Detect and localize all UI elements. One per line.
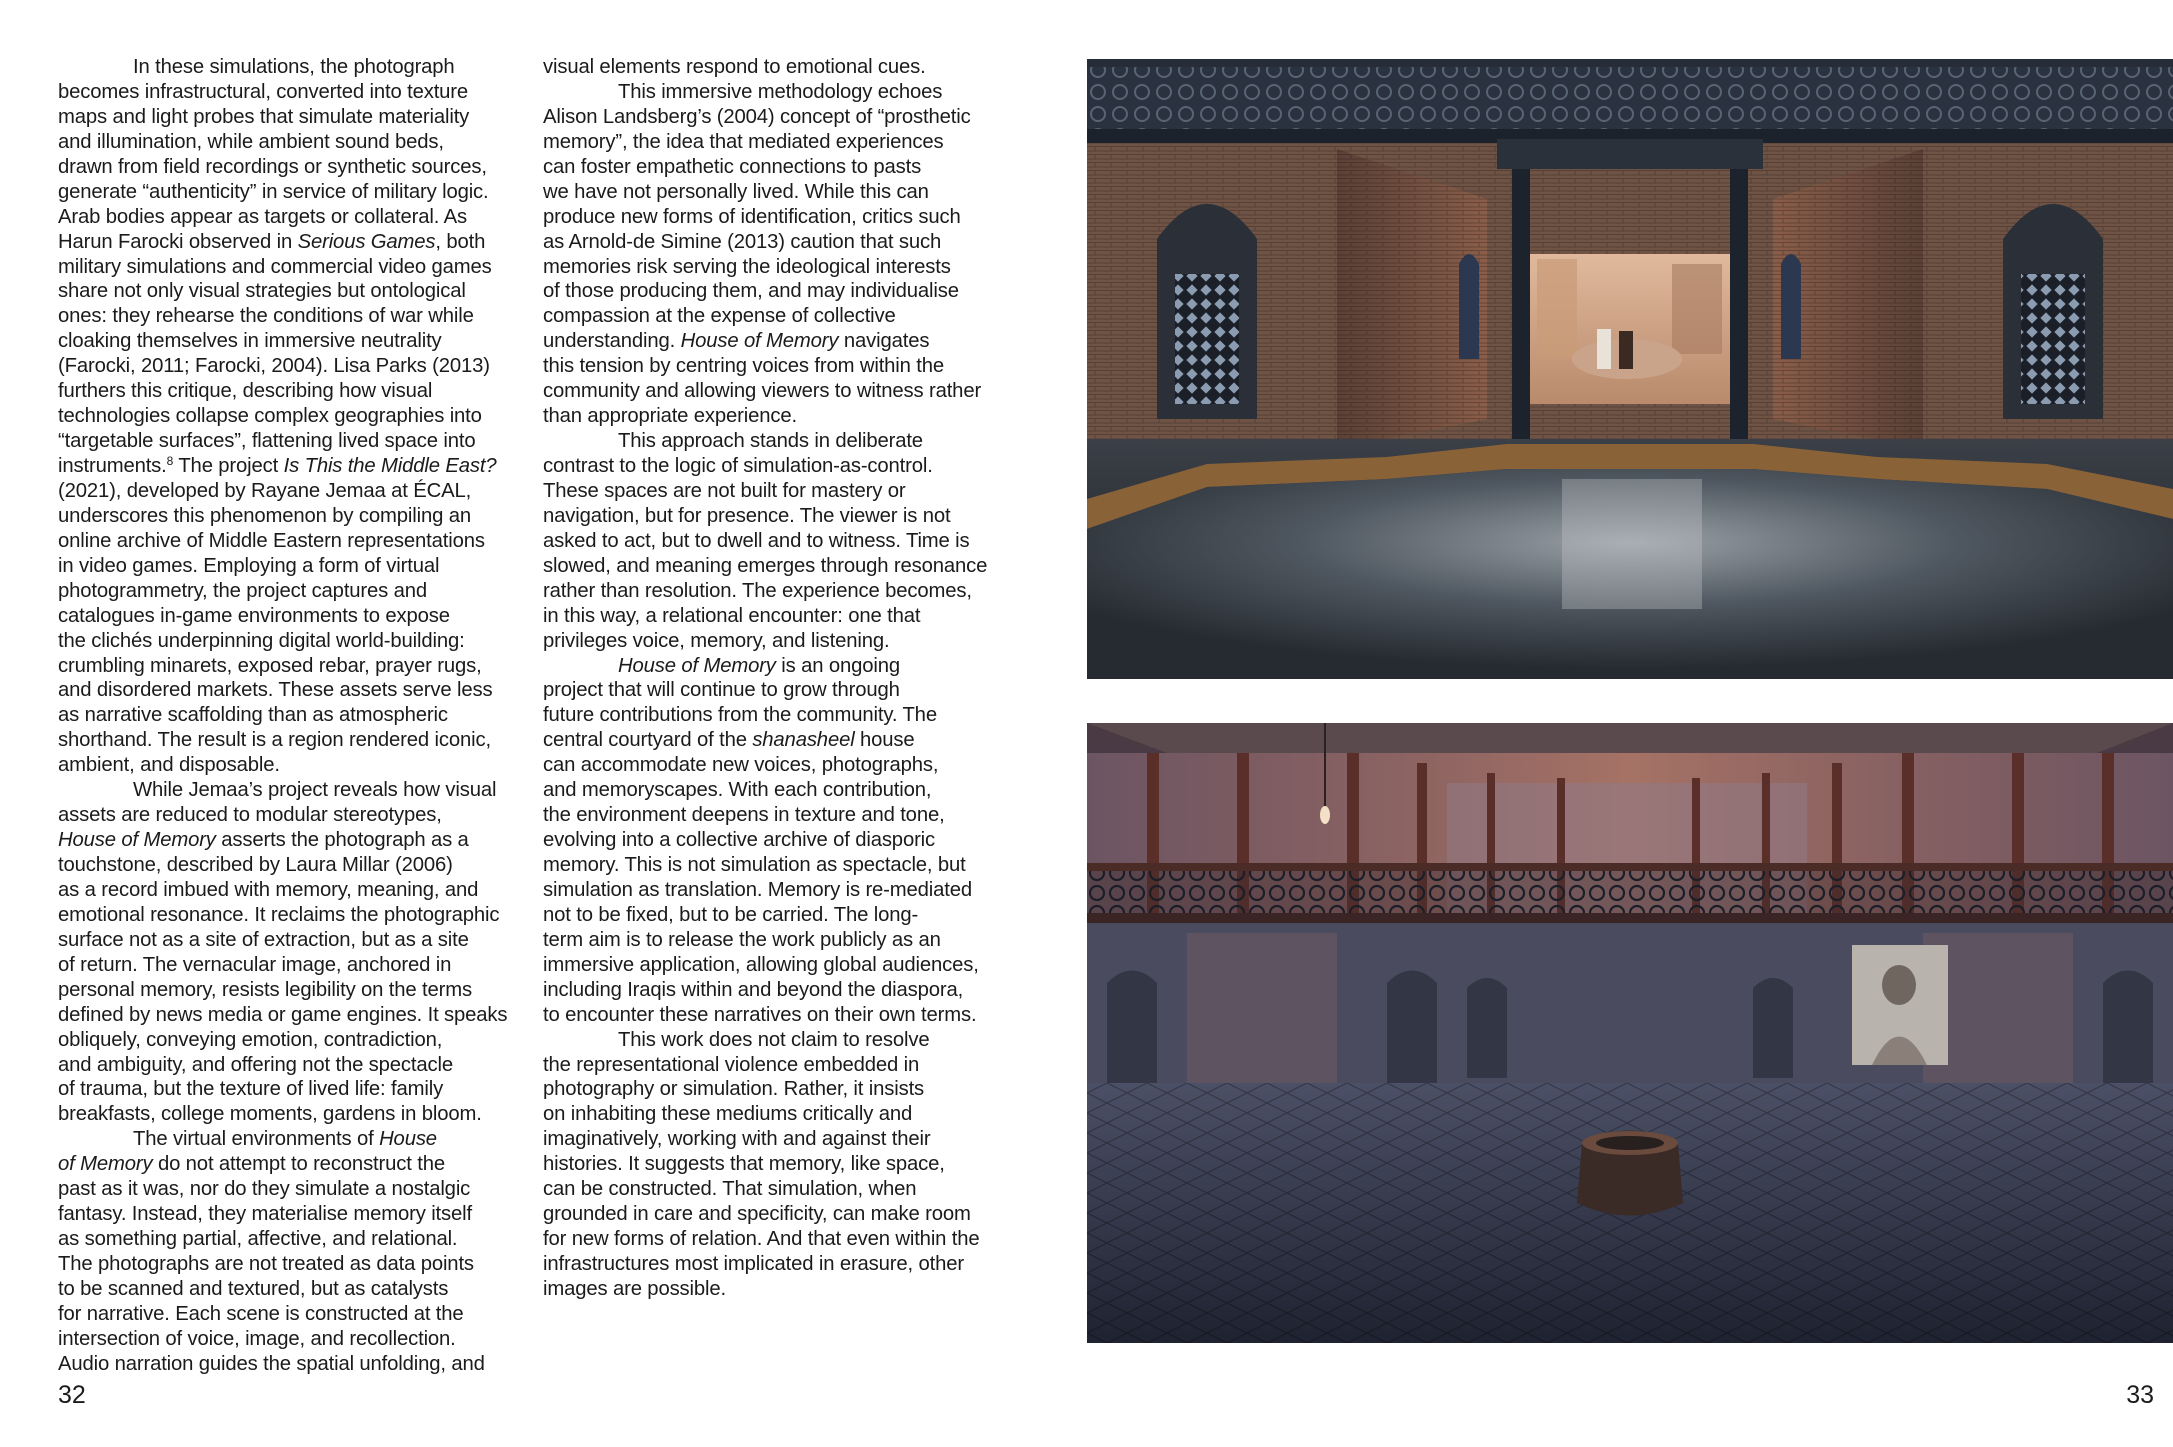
text-run: crumbling minarets, exposed rebar, prayer rugs, xyxy=(58,654,482,677)
text-line xyxy=(58,205,528,230)
text-run: visual elements respond to emotional cues. xyxy=(543,56,926,78)
text-run: is an ongoing xyxy=(775,654,901,677)
text-run: The project xyxy=(173,455,284,477)
text-line xyxy=(543,978,1013,1003)
text-run: fantasy. Instead, they materialise memory itself xyxy=(58,1203,472,1226)
text-line xyxy=(543,853,1013,878)
text-run: This approach stands in deliberate xyxy=(618,430,923,453)
text-run: past as it was, nor do they simulate a nostalgic xyxy=(58,1178,471,1201)
text-line xyxy=(543,1053,1013,1078)
text-line xyxy=(543,953,1013,978)
text-line xyxy=(543,678,1013,703)
text-run: surface not as a site of extraction, but as a site xyxy=(58,928,469,951)
text-run: can foster empathetic connections to pasts xyxy=(543,155,922,178)
text-line xyxy=(58,1202,528,1227)
text-run: defined by news media or game engines. It speaks xyxy=(58,1003,508,1026)
text-run: rather than resolution. The experience becomes, xyxy=(543,579,972,602)
text-line xyxy=(58,903,528,928)
text-line xyxy=(543,279,1013,304)
text-line xyxy=(543,703,1013,728)
text-run: military simulations and commercial video games xyxy=(58,255,492,278)
text-run: This immersive methodology echoes xyxy=(618,80,943,103)
text-line xyxy=(58,1127,528,1152)
text-run: for narrative. Each scene is constructed at the xyxy=(58,1302,464,1325)
italic-title: Serious Games xyxy=(297,230,436,253)
courtyard-pool-illustration xyxy=(1087,59,2173,679)
italic-title: House of Memory xyxy=(58,829,216,852)
text-line xyxy=(58,479,528,504)
text-line xyxy=(543,354,1013,379)
text-run: and illumination, while ambient sound beds, xyxy=(58,130,444,153)
text-run: simulation as translation. Memory is re-mediated xyxy=(543,878,973,901)
text-run: asserts the photograph as a xyxy=(215,829,469,852)
text-line xyxy=(58,1177,528,1202)
text-run: share not only visual strategies but ontological xyxy=(58,280,466,303)
text-run: histories. It suggests that memory, like space, xyxy=(543,1153,945,1176)
text-line xyxy=(543,529,1013,554)
text-line xyxy=(58,853,528,878)
text-run: slowed, and meaning emerges through resonance xyxy=(543,554,988,577)
text-run: memory. This is not simulation as spectacle, but xyxy=(543,854,966,876)
text-line xyxy=(543,554,1013,579)
text-run: “targetable surfaces”, flattening lived space into xyxy=(58,430,476,453)
text-line xyxy=(543,130,1013,155)
text-line xyxy=(58,728,528,753)
text-line xyxy=(58,1352,528,1377)
text-run: in this way, a relational encounter: one that xyxy=(543,604,921,627)
text-line xyxy=(543,1127,1013,1152)
text-line xyxy=(543,55,1013,80)
text-run: ambient, and disposable. xyxy=(58,754,280,777)
text-run: memory”, the idea that mediated experiences xyxy=(543,130,944,153)
text-line xyxy=(543,629,1013,654)
text-line xyxy=(543,1077,1013,1102)
text-run: privileges voice, memory, and listening. xyxy=(543,629,890,652)
text-run: to encounter these narratives on their own terms. xyxy=(543,1003,977,1026)
text-line xyxy=(58,1028,528,1053)
text-line xyxy=(58,1327,528,1352)
text-line xyxy=(543,454,1013,479)
text-run: produce new forms of identification, critics such xyxy=(543,205,961,228)
text-run: photography or simulation. Rather, it insists xyxy=(543,1078,925,1101)
text-line xyxy=(543,304,1013,329)
text-line xyxy=(58,1077,528,1102)
text-run: photogrammetry, the project captures and xyxy=(58,579,428,602)
text-line xyxy=(543,479,1013,504)
text-line xyxy=(543,878,1013,903)
text-run: , both xyxy=(435,230,486,253)
text-run: can be constructed. That simulation, when xyxy=(543,1178,917,1201)
text-line xyxy=(58,554,528,579)
text-line xyxy=(58,953,528,978)
text-line xyxy=(58,878,528,903)
text-line xyxy=(58,329,528,354)
text-run: The virtual environments of xyxy=(133,1128,380,1151)
text-run: immersive application, allowing global audiences, xyxy=(543,953,979,976)
text-run: the clichés underpinning digital world-building: xyxy=(58,629,465,652)
text-line xyxy=(543,80,1013,105)
text-run: catalogues in-game environments to expose xyxy=(58,604,450,627)
text-run: evolving into a collective archive of diasporic xyxy=(543,829,936,852)
text-run: obliquely, conveying emotion, contradiction, xyxy=(58,1028,443,1051)
text-run: cloaking themselves in immersive neutrality xyxy=(58,330,442,353)
text-line xyxy=(543,803,1013,828)
text-run: personal memory, resists legibility on the terms xyxy=(58,978,472,1001)
text-line xyxy=(543,205,1013,230)
text-run: becomes infrastructural, converted into texture xyxy=(58,80,469,103)
text-line xyxy=(543,255,1013,280)
text-line xyxy=(58,80,528,105)
text-line xyxy=(58,1227,528,1252)
text-run: to be scanned and textured, but as catalysts xyxy=(58,1277,449,1300)
figure-courtyard-pool-render xyxy=(1087,59,2173,679)
text-run: emotional resonance. It reclaims the photographic xyxy=(58,903,500,926)
text-run: as a record imbued with memory, meaning, and xyxy=(58,878,479,901)
text-run: images are possible. xyxy=(543,1277,727,1300)
text-line xyxy=(543,105,1013,130)
text-run: breakfasts, college moments, gardens in bloom. xyxy=(58,1103,482,1126)
text-run: navigates xyxy=(838,330,930,353)
text-line xyxy=(58,828,528,853)
text-line xyxy=(58,1277,528,1302)
text-line xyxy=(58,55,528,80)
italic-title: of Memory xyxy=(58,1153,153,1176)
text-line xyxy=(543,1277,1013,1302)
text-line xyxy=(543,1028,1013,1053)
text-line xyxy=(58,1302,528,1327)
text-line xyxy=(58,404,528,429)
text-line xyxy=(58,654,528,679)
text-run: While Jemaa’s project reveals how visual xyxy=(133,779,497,802)
page-number-left: 32 xyxy=(58,1381,86,1409)
text-line xyxy=(58,105,528,130)
text-run: intersection of voice, image, and recollection. xyxy=(58,1327,456,1350)
text-run: touchstone, described by Laura Millar (2006) xyxy=(58,854,453,876)
text-run: the representational violence embedded in xyxy=(543,1053,920,1076)
text-line xyxy=(543,654,1013,679)
text-run: Arab bodies appear as targets or collateral. As xyxy=(58,205,467,228)
text-run: as narrative scaffolding than as atmospheric xyxy=(58,704,448,727)
text-line xyxy=(58,529,528,554)
text-run: instruments. xyxy=(58,455,167,477)
text-run: house xyxy=(854,729,915,752)
text-line xyxy=(58,1053,528,1078)
text-run: memories risk serving the ideological interests xyxy=(543,255,951,278)
text-line xyxy=(543,429,1013,454)
text-line xyxy=(58,230,528,255)
figure-courtyard-fountain-render xyxy=(1087,723,2173,1343)
text-line xyxy=(543,329,1013,354)
text-run: on inhabiting these mediums critically and xyxy=(543,1103,913,1126)
text-line xyxy=(58,753,528,778)
text-line xyxy=(543,379,1013,404)
text-run: navigation, but for presence. The viewer is not xyxy=(543,504,951,527)
text-line xyxy=(543,753,1013,778)
text-line xyxy=(58,778,528,803)
text-line xyxy=(543,1152,1013,1177)
text-line xyxy=(543,1177,1013,1202)
text-line xyxy=(58,255,528,280)
text-line xyxy=(58,803,528,828)
text-run: for new forms of relation. And that even within the xyxy=(543,1228,980,1251)
text-line xyxy=(58,155,528,180)
text-line xyxy=(543,230,1013,255)
text-run: In these simulations, the photograph xyxy=(133,56,455,78)
text-line xyxy=(543,1202,1013,1227)
text-line xyxy=(543,404,1013,429)
text-run: the environment deepens in texture and tone, xyxy=(543,804,945,827)
text-line xyxy=(543,1252,1013,1277)
text-run: of trauma, but the texture of lived life: family xyxy=(58,1078,444,1101)
text-run: and ambiguity, and offering not the spectacle xyxy=(58,1053,454,1076)
text-run: than appropriate experience. xyxy=(543,405,797,428)
text-line xyxy=(58,429,528,454)
text-run: Audio narration guides the spatial unfolding, and xyxy=(58,1352,485,1375)
text-run: drawn from field recordings or synthetic sources, xyxy=(58,155,487,178)
text-column-middle xyxy=(543,55,1013,1302)
text-run: underscores this phenomenon by compiling an xyxy=(58,504,471,527)
text-line xyxy=(58,678,528,703)
text-run: Harun Farocki observed in xyxy=(58,230,298,253)
text-run: This work does not claim to resolve xyxy=(618,1028,930,1051)
text-run: and memoryscapes. With each contribution, xyxy=(543,779,932,802)
text-run: future contributions from the community. The xyxy=(543,704,937,727)
text-line xyxy=(58,279,528,304)
text-run: infrastructures most implicated in erasure, other xyxy=(543,1253,964,1275)
text-line xyxy=(543,1003,1013,1028)
text-line xyxy=(58,454,528,479)
text-run: this tension by centring voices from within the xyxy=(543,355,945,378)
text-run: central courtyard of the xyxy=(543,729,753,752)
text-line xyxy=(58,978,528,1003)
text-line xyxy=(543,579,1013,604)
text-run: These spaces are not built for mastery or xyxy=(543,479,906,502)
text-run: of those producing them, and may individualise xyxy=(543,280,959,303)
text-run: generate “authenticity” in service of military logic. xyxy=(58,180,489,203)
text-line xyxy=(58,130,528,155)
text-run: imaginatively, working with and against their xyxy=(543,1128,931,1151)
text-line xyxy=(543,778,1013,803)
text-run: maps and light probes that simulate materiality xyxy=(58,105,470,128)
text-run: term aim is to release the work publicly as an xyxy=(543,928,941,951)
text-run: understanding. xyxy=(543,330,681,353)
text-run: Alison Landsberg’s (2004) concept of “prosthetic xyxy=(543,105,971,128)
text-run: technologies collapse complex geographies into xyxy=(58,405,482,428)
text-line xyxy=(543,504,1013,529)
text-line xyxy=(543,828,1013,853)
text-line xyxy=(58,579,528,604)
text-run: and disordered markets. These assets serve less xyxy=(58,679,493,702)
text-run: asked to act, but to dwell and to witness. Time is xyxy=(543,529,970,552)
text-run: including Iraqis within and beyond the diaspora, xyxy=(543,978,964,1001)
text-line xyxy=(58,1252,528,1277)
text-run: in video games. Employing a form of virtual xyxy=(58,554,440,577)
text-line xyxy=(543,928,1013,953)
text-line xyxy=(58,629,528,654)
text-line xyxy=(58,604,528,629)
italic-title: House of Memory xyxy=(618,654,776,677)
text-run: not to be fixed, but to be carried. The long- xyxy=(543,903,919,926)
text-run: project that will continue to grow through xyxy=(543,679,900,702)
text-line xyxy=(58,703,528,728)
text-run: furthers this critique, describing how visual xyxy=(58,380,433,403)
text-run: The photographs are not treated as data points xyxy=(58,1253,474,1275)
text-run: do not attempt to reconstruct the xyxy=(152,1153,445,1176)
text-run: shorthand. The result is a region rendered iconic, xyxy=(58,729,491,752)
text-line xyxy=(58,1003,528,1028)
italic-title: Is This the Middle East? xyxy=(283,455,497,477)
text-run: ones: they rehearse the conditions of war while xyxy=(58,305,474,328)
italic-title: House xyxy=(379,1128,437,1151)
courtyard-fountain-illustration xyxy=(1087,723,2173,1343)
italic-title: shanasheel xyxy=(752,729,855,752)
text-line xyxy=(543,1102,1013,1127)
text-run: grounded in care and specificity, can make room xyxy=(543,1203,971,1226)
text-line xyxy=(58,1102,528,1127)
text-line xyxy=(58,504,528,529)
text-line xyxy=(58,180,528,205)
text-line xyxy=(58,928,528,953)
text-line xyxy=(58,354,528,379)
text-run: as Arnold-de Simine (2013) caution that such xyxy=(543,230,942,253)
text-run: online archive of Middle Eastern representations xyxy=(58,529,485,552)
italic-title: House of Memory xyxy=(680,330,839,353)
text-line xyxy=(543,1227,1013,1252)
text-run: (Farocki, 2011; Farocki, 2004). Lisa Parks (2013) xyxy=(58,355,490,378)
text-line xyxy=(543,180,1013,205)
text-run: (2021), developed by Rayane Jemaa at ÉCAL, xyxy=(58,479,472,502)
text-run: can accommodate new voices, photographs, xyxy=(543,754,939,777)
text-line xyxy=(58,304,528,329)
text-line xyxy=(543,155,1013,180)
text-line xyxy=(58,1152,528,1177)
text-line xyxy=(58,379,528,404)
text-line xyxy=(543,903,1013,928)
text-run: contrast to the logic of simulation-as-control. xyxy=(543,455,933,477)
text-run: we have not personally lived. While this can xyxy=(543,180,929,203)
text-run: compassion at the expense of collective xyxy=(543,305,896,328)
footnote-marker: 8 xyxy=(166,454,174,468)
text-column-left xyxy=(58,55,528,1377)
text-run: as something partial, affective, and relational. xyxy=(58,1228,458,1251)
text-run: community and allowing viewers to witness rather xyxy=(543,380,982,403)
text-run: assets are reduced to modular stereotypes, xyxy=(58,804,442,827)
text-run: of return. The vernacular image, anchored in xyxy=(58,953,452,976)
page-number-right: 33 xyxy=(2126,1381,2154,1409)
text-line xyxy=(543,728,1013,753)
text-line xyxy=(543,604,1013,629)
